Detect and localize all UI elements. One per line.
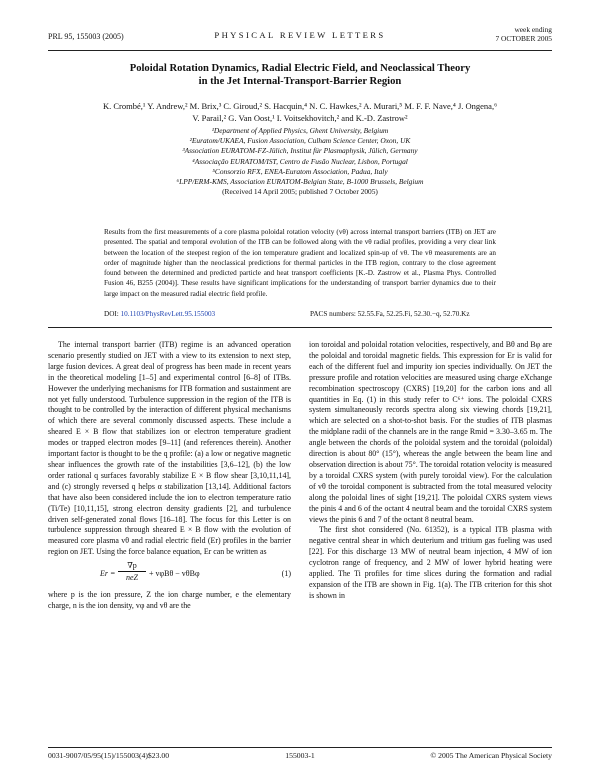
copyright: © 2005 The American Physical Society <box>430 751 552 760</box>
affiliation: ⁵Consorzio RFX, ENEA-Euratom Association, Padua, Italy <box>212 166 388 176</box>
received-dates: (Received 14 April 2005; published 7 October 2005) <box>222 187 378 197</box>
footer-rule <box>48 747 552 748</box>
doi-label: DOI: <box>104 310 119 318</box>
issue-date-value: 7 OCTOBER 2005 <box>495 34 552 43</box>
week-ending-label: week ending <box>514 25 552 34</box>
equation-numerator: ∇p <box>118 560 146 572</box>
abstract: Results from the first measurements of a core plasma poloidal rotation velocity (vθ) across internal transport barriers (ITB) on JET are presented. The spatial and temporal evolution of the ITB can be followed along with the vθ radial profiles, providing a very clear link between the location of the steepest region of the ion temperature gradient and localized spin-up of vθ. The vθ measurements are an order of magnitude higher than the neoclassical predictions for thermal particles in the ITB region, contrary to the close agreement found between the determined and predicted particle and heat transport coefficients [K.-D. Zastrow et al., Plasma Phys. Controlled Fusion 46, B255 (2004)]. These results have significant implications for the understanding of transport barrier dynamics due to their large impact on the measured radial electric field profile. <box>104 228 496 298</box>
affiliations <box>60 126 540 197</box>
issue-date <box>495 25 552 43</box>
pacs-numbers: PACS numbers: 52.55.Fa, 52.25.Fi, 52.30.−q, 52.70.Kz <box>310 310 470 318</box>
affiliation: ⁶LPP/ERM-KMS, Association EURATOM-Belgian State, B-1000 Brussels, Belgium <box>176 177 424 187</box>
footer-code: 0031-9007/05/95(15)/155003(4)$23.00 <box>48 751 170 760</box>
body-paragraph: The internal transport barrier (ITB) regime is an advanced operation scenario presently studied on JET with a view to its extension to next step, large fusion devices. A great deal of progress has been made in recent years in the theoretical modeling [1–5] and experimental control [6–8] of ITBs. However the underlying mechanisms for ITB formation and sustainment are not yet fully understood. Turbulence suppression in the region of the ITB is thought to be controlled by the interaction of different physical mechanisms of which there are several commonly discussed aspects. These include a sheared E × B flow that stabilizes ion or electron temperature gradient modes or trapped electron modes [9–11] (and references therein). Another important factor is thought to be the q profile: (a) a low or negative magnetic shear influences the growth rate of the instabilities [3,6–12], (b) the low order rational q surfaces favorably stabilize E × B flow shear [3,10,11,14], and (c) strongly reversed q helps α stabilization [13,14]. Additional factors that have also been considered include the ion to electron temperature ratio (Ti/Te) [10,11,15], strong electron density gradients [2], and turbulence driven self-generated zonal flows [16–18]. The focus for this Letter is on turbulence suppression through sheared E × B flow with the evolution of measured core plasma vθ and radial electric field (Er) profiles in the barrier region on JET. Using the force balance equation, Er can be written as <box>48 340 291 557</box>
header-rule <box>48 50 552 51</box>
left-column <box>48 340 291 612</box>
affiliation: ¹Department of Applied Physics, Ghent University, Belgium <box>211 126 389 135</box>
paper-title <box>80 62 520 88</box>
page-header <box>48 25 552 47</box>
affiliation: ³Association EURATOM-FZ-Jülich, Institut für Plasmaphysik, Jülich, Germany <box>182 146 418 156</box>
equation-rhs: + vφBθ − vθBφ <box>149 569 200 579</box>
affiliation: ²Euratom/UKAEA, Fusion Association, Culham Science Center, Oxon, UK <box>189 136 411 146</box>
title-line-1: Poloidal Rotation Dynamics, Radial Electric Field, and Neoclassical Theory <box>129 63 471 74</box>
abstract-rule <box>48 327 552 328</box>
author-list <box>60 100 540 124</box>
equation-number: (1) <box>281 569 291 579</box>
article-metadata <box>104 310 496 322</box>
doi-link[interactable]: 10.1103/PhysRevLett.95.155003 <box>120 310 216 318</box>
page-footer <box>48 751 552 763</box>
equation-1 <box>48 558 291 590</box>
equation-fraction <box>118 560 146 583</box>
equation-denominator: neZ <box>126 573 138 583</box>
title-line-2: in the Jet Internal-Transport-Barrier Region <box>198 76 402 87</box>
body-paragraph: where p is the ion pressure, Z the ion charge number, e the elementary charge, n is the ion density, vφ and vθ are the <box>48 590 291 611</box>
body-paragraph: The first shot considered (No. 61352), is a typical ITB plasma with negative central shear in which deuterium and tritium gas fueling was used [22]. For this discharge 13 MW of neutral beam injection, 4 MW of ion cyclotron range of frequency, and 2 MW of lower hybrid heating were applied. The Ti profiles for time slices during the formation and radial expansion of the ITB are shown in Fig. 1(a). The ITB criterion for this shot is shown in <box>309 525 552 600</box>
equation-lhs: Er = <box>100 569 116 579</box>
page-number: 155003-1 <box>285 751 315 760</box>
right-column <box>309 340 552 602</box>
authors-line-1: K. Crombé,¹ Y. Andrew,² M. Brix,³ C. Giroud,² S. Hacquin,⁴ N. C. Hawkes,² A. Murari,⁵ M. F. F. Nave,⁴ J. Ongena,⁶ <box>102 101 498 111</box>
body-paragraph: ion toroidal and poloidal rotation velocities, respectively, and Bθ and Bφ are the poloidal and toroidal magnetic fields. This expression for Er is valid for each of the different fuel and impurity ion species individually. On JET the pressure profile and rotation velocities are measured using charge eXchange recombination spectroscopy (CXRS) [19,20] for the carbon ions and all quantities in Eq. (1) in this study refer to C⁶⁺ ions. The poloidal CXRS system simultaneously records spectra along six viewing chords [19,21], which are selected on a shot-to-shot basis. For the studies of ITB plasmas the midplane radii of the channels are in the range Rmid = 3.30–3.65 m. The angle between the chords of the poloidal system and the toroidal (poloidal) direction is about 80° (15°), whereas the angle between the beam line and observation direction is about 75°. The toroidal rotation velocity is measured by a toroidal CXRS system (with purely toroidal view). For the calculation of vθ the toroidal component is subtracted from the total measured velocity along the poloidal lines of sight [19,21]. The poloidal CXRS system views the pinis 4 and 6 of the octant 4 neutral beam and the toroidal CXRS system views the pinis 6 and 7 of the octant 8 neutral beam. <box>309 340 552 524</box>
journal-reference: PRL 95, 155003 (2005) <box>48 32 124 41</box>
journal-name: PHYSICAL REVIEW LETTERS <box>214 30 386 40</box>
authors-line-2: V. Parail,² G. Van Oost,¹ I. Voitsekhovitch,² and K.-D. Zastrow² <box>192 113 408 123</box>
doi <box>104 310 215 318</box>
affiliation: ⁴Associação EURATOM/IST, Centro de Fusão Nuclear, Lisbon, Portugal <box>192 156 408 166</box>
